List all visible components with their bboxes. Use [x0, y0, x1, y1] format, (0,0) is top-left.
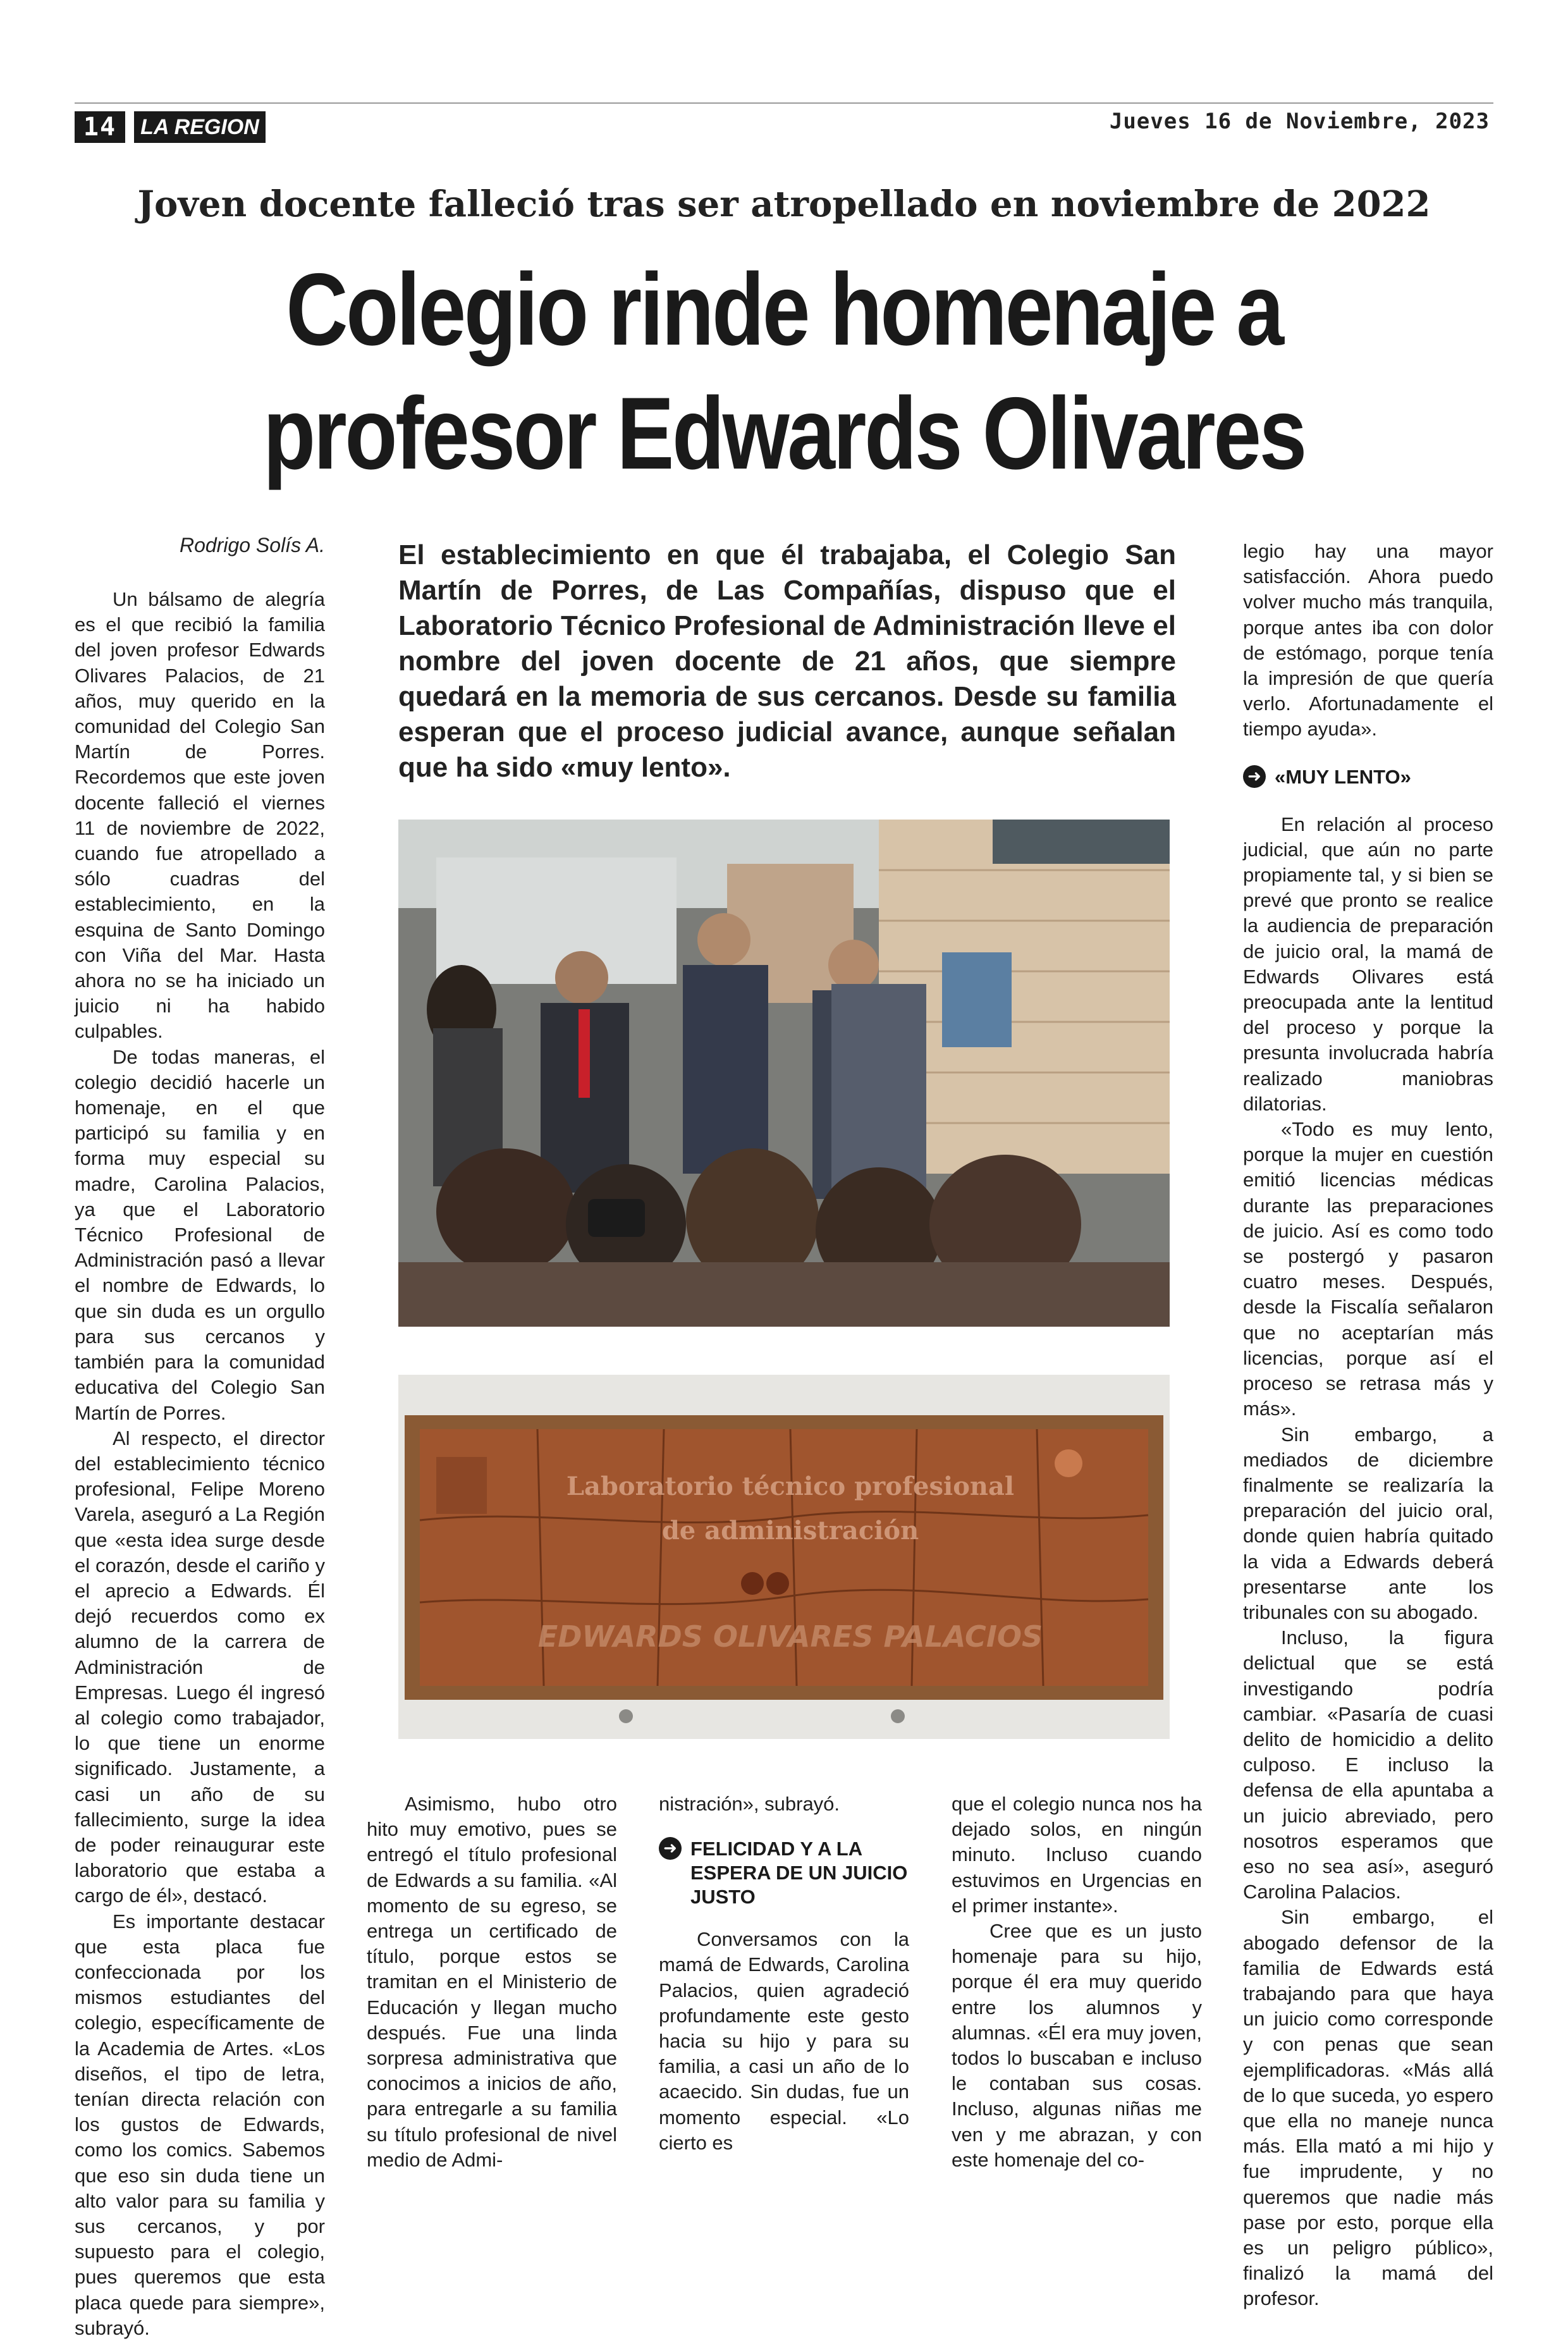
paragraph: Es importante destacar que esta placa fue confeccionada por los mismos estudiantes del colegio, específicamente de la Academia de Artes. «Los diseños, el tipo de letra, tenían directa relación con los gustos de Edwards, como los comics. Sabemos que eso sin duda tiene un alto valor para su familia y sus cercanos, y por supuesto para el colegio, pues queremos que esta placa quede para siempre», subrayó.: [75, 1910, 325, 2339]
column-3: [659, 1791, 909, 2156]
header-rule: [75, 102, 1493, 104]
arrow-right-circle-icon: ➜: [659, 1837, 682, 1860]
paragraph: «Todo es muy lento, porque la mujer en cuestión emitió licencias médicas durante las preparaciones de juicio. Así es como todo se postergó y pasaron cuatro meses. Después, desde la Fiscalía señalaron que no aceptarían más licencias, porque así el proceso se retrasa más y más».: [1243, 1118, 1493, 1420]
paragraph: Un bálsamo de alegría es el que recibió la familia del joven profesor Edwards Olivares Palacios, de 21 años, muy querido en la comunidad del Colegio San Martín de Porres. Recordemos que este joven docente falleció el viernes 11 de noviembre de 2022, cuando fue atropellado a sólo cuadras del establecimiento, en la esquina de Santo Domingo con Viña del Mar. Hasta ahora no se ha iniciado un juicio ni ha habido culpables.: [75, 588, 325, 1043]
column-4: [952, 1791, 1202, 2173]
byline: Rodrigo Solís A.: [179, 534, 325, 556]
paragraph: Asimismo, hubo otro hito muy emotivo, pues se entregó el título profesional de Edwards a su familia. «Al momento de su egreso, se entrega un certificado de título, porque estos se tramitan en el Ministerio de Educación y llegan mucho después. Fue una linda sorpresa administrativa que conocimos a inicios de año, para entregarle a su familia su título profesional de nivel medio de Admi-: [367, 1793, 617, 2171]
paragraph: Al respecto, el director del establecimiento técnico profesional, Felipe Moreno Varela, aseguró a La Región que «esta idea surge desde el corazón, desde el cariño y el aprecio a Edwards. Él dejó recuerdos como ex alumno de la carrera de Administración de Empresas. Luego él ingresó al colegio como trabajador, lo que tiene un enorme significado. Justamente, a casi un año de su fallecimiento, surge la idea de poder reinaugurar este laboratorio que estaba a cargo de él», destacó.: [75, 1427, 325, 1907]
paragraph: Incluso, la figura delictual que se está investigando podría cambiar. «Pasaría de cuasi delito de homicidio a delito culposo. E incluso la defensa de ella apuntaba a un juicio abreviado, pero nosotros esperamos que eso no sea así», aseguró Carolina Palacios.: [1243, 1626, 1493, 1903]
article-lead: El establecimiento en que él trabajaba, el Colegio San Martín de Porres, de Las Compañías, dispuso que el Laboratorio Técnico Profesional de Administración lleve el nombre del joven docente de 21 años, que siempre quedará en la memoria de sus cercanos. Desde su familia esperan que el proceso judicial avance, aunque señalan que ha sido «muy lento».: [398, 539, 1176, 783]
paragraph: De todas maneras, el colegio decidió hacerle un homenaje, en el que participó su familia y en forma muy especial su madre, Carolina Palacios, ya que el Laboratorio Técnico Profesional de Administración pasó a llevar el nombre de Edwards, lo que sin duda es un orgullo para sus cercanos y también para la comunidad educativa del Colegio San Martín de Porres.: [75, 1045, 325, 1424]
page-number: 14: [75, 111, 125, 143]
paragraph-continued: legio hay una mayor satisfacción. Ahora puedo volver mucho más tranquila, porque antes iba con dolor de estómago, porque tenía la impresión de que quería verlo. Afortunadamente el tiempo ayuda».: [1243, 540, 1493, 740]
paragraph: Cree que es un justo homenaje para su hijo, porque él era muy querido entre los alumnos y alumnas. «Él era muy joven, todos lo buscaban e incluso le contaban sus cosas. Incluso, algunas niñas me ven y me abrazan, y con este homenaje del co-: [952, 1920, 1202, 2171]
section-heading-lento: [1243, 765, 1493, 789]
headline-line-1: Colegio rinde homenaje a: [286, 252, 1282, 367]
section-heading-text: FELICIDAD Y A LA ESPERA DE UN JUICIO JUSTO: [690, 1838, 908, 1908]
column-5-body: [1243, 812, 1493, 2312]
column-3-body: [659, 1927, 909, 2156]
issue-date: Jueves 16 de Noviembre, 2023: [1109, 109, 1490, 134]
headline-line-2: profesor Edwards Olivares: [263, 376, 1305, 491]
plaque-illustration: [398, 1375, 1170, 1739]
arrow-right-circle-icon: ➜: [1243, 765, 1266, 788]
plaque-line-3: EDWARDS OLIVARES PALACIOS: [537, 1619, 1043, 1654]
ceremony-photo-illustration: [398, 820, 1170, 1327]
paragraph: Sin embargo, a mediados de diciembre finalmente se realizaría la preparación del juicio oral, donde quien habría quitado la vida a Edwards deberá presentarse ante los tribunales con su abogado.: [1243, 1423, 1493, 1623]
paragraph: Sin embargo, el abogado defensor de la familia de Edwards está trabajando para que haya un juicio como corresponde y con penas que sean ejemplificadoras. «Más allá de lo que suceda, yo espero que ella no maneje nunca más. Ella mató a mi hijo y fue imprudente, y no queremos que nadie más pase por esto, porque ella es un peligro público», finalizó la mamá del profesor.: [1243, 1906, 1493, 2310]
column-1: [75, 587, 325, 2341]
column-2: [367, 1791, 617, 2173]
plaque-line-1: Laboratorio técnico profesional: [566, 1472, 1015, 1501]
paragraph: Conversamos con la mamá de Edwards, Carolina Palacios, quien agradeció profundamente este gesto hacia su hijo y para su familia, a casi un año de lo acaecido. Sin dudas, fue un momento especial. «Lo cierto es: [659, 1928, 909, 2154]
paragraph-continued: nistración», subrayó.: [659, 1793, 840, 1815]
plaque-line-2: de administración: [661, 1516, 919, 1545]
paragraph-continued: que el colegio nunca nos ha dejado solos, en ningún minuto. Incluso cuando estuvimos en Urgencias en el primer instante».: [952, 1793, 1202, 1917]
newspaper-logo: LA REGION: [134, 111, 266, 143]
ceremony-photo: [398, 820, 1170, 1327]
column-5: [1243, 539, 1493, 2312]
plaque-photo: [398, 1375, 1170, 1739]
section-heading-text: «MUY LENTO»: [1275, 765, 1411, 788]
article-kicker: Joven docente falleció tras ser atropellado en noviembre de 2022: [137, 183, 1431, 225]
paragraph: En relación al proceso judicial, que aún no parte propiamente tal, y si bien se prevé que pronto se realice la audiencia de preparación de juicio oral, la mamá de Edwards Olivares está preocupada ante la lentitud del proceso y porque la presunta involucrada habría realizado maniobras dilatorias.: [1243, 813, 1493, 1115]
article-headline: [178, 248, 1389, 496]
section-heading-felicidad: [659, 1837, 909, 1909]
